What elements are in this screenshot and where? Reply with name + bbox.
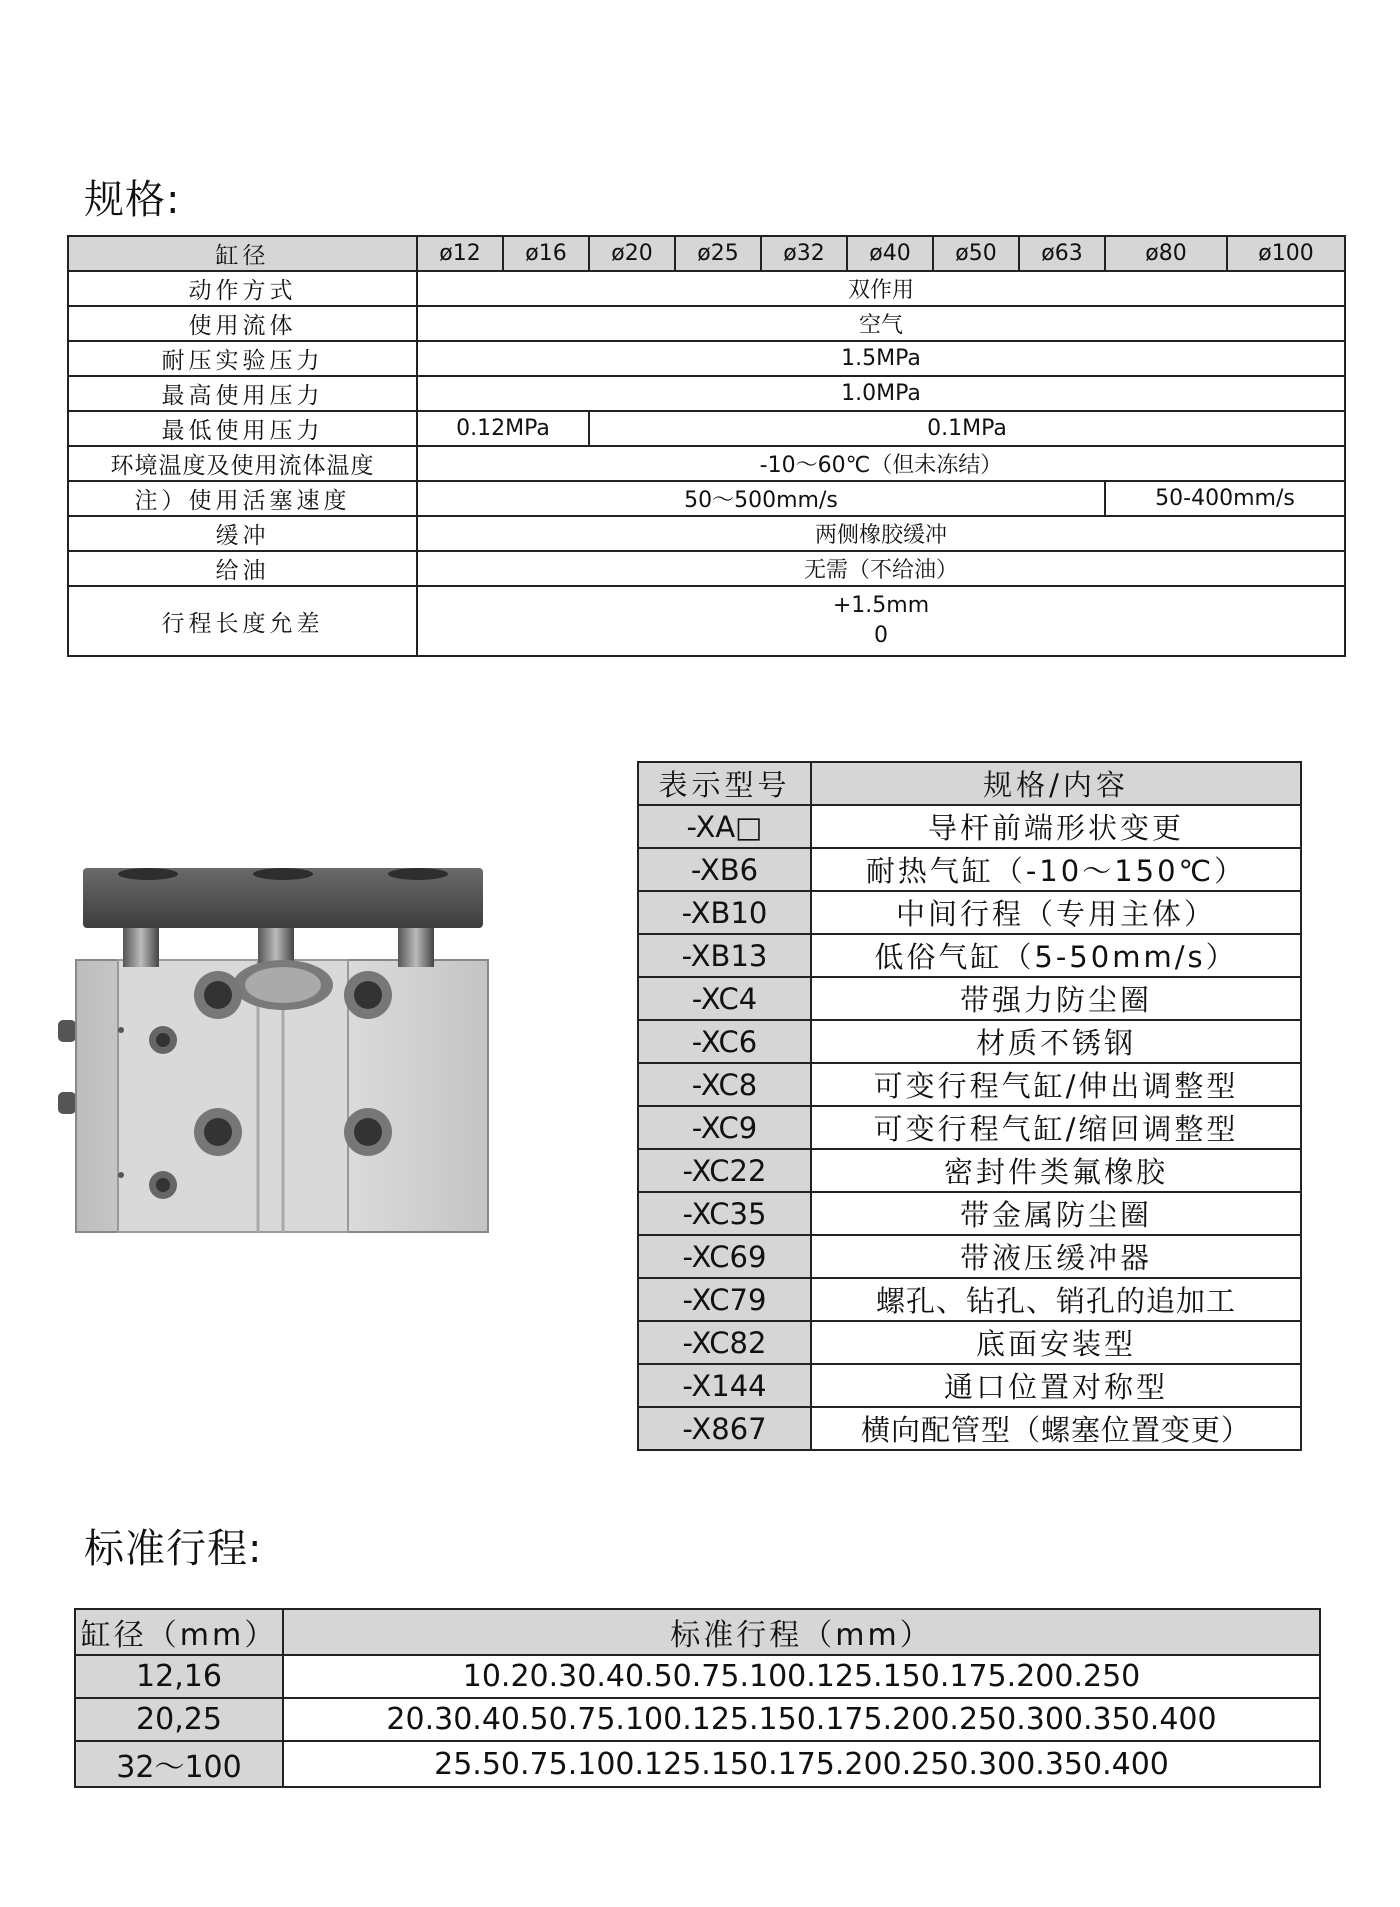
option-row	[638, 1149, 1301, 1192]
spec-value: -10～60℃（但未冻结）	[417, 446, 1345, 481]
stroke-bore: 20,25	[75, 1698, 283, 1741]
stroke-table	[74, 1608, 1321, 1788]
option-code: -XC22	[638, 1149, 811, 1192]
spec-row-temp	[68, 446, 1345, 481]
bore-cell: ø12	[417, 236, 503, 271]
spec-value: 1.0MPa	[417, 376, 1345, 411]
option-desc: 材质不锈钢	[811, 1020, 1301, 1063]
tolerance-upper: +1.5mm	[832, 593, 930, 618]
bore-cell: ø80	[1105, 236, 1227, 271]
option-code: -XC9	[638, 1106, 811, 1149]
option-code: -X867	[638, 1407, 811, 1450]
cylinder-product-image	[58, 860, 508, 1240]
spec-value-main: 50～500mm/s	[417, 481, 1105, 516]
option-code: -XC79	[638, 1278, 811, 1321]
bore-cell: ø20	[589, 236, 675, 271]
option-desc: 带液压缓冲器	[811, 1235, 1301, 1278]
spec-label: 环境温度及使用流体温度	[68, 446, 417, 481]
spec-row-cushion	[68, 516, 1345, 551]
option-row	[638, 805, 1301, 848]
spec-value-small-bore: 0.12MPa	[417, 411, 589, 446]
spec-label: 动作方式	[68, 271, 417, 306]
tolerance-lower: 0	[874, 623, 888, 648]
spec-header-label: 缸径	[68, 236, 417, 271]
option-code: -XB10	[638, 891, 811, 934]
stroke-bore: 12,16	[75, 1655, 283, 1698]
option-code: -XC69	[638, 1235, 811, 1278]
stroke-bore: 32～100	[75, 1741, 283, 1787]
bore-cell: ø63	[1019, 236, 1105, 271]
spec-label: 最高使用压力	[68, 376, 417, 411]
spec-label: 使用流体	[68, 306, 417, 341]
spec-row-tolerance	[68, 586, 1345, 656]
option-code: -XA□	[638, 805, 811, 848]
option-code: -XB13	[638, 934, 811, 977]
stroke-values: 20.30.40.50.75.100.125.150.175.200.250.300.350.400	[283, 1698, 1320, 1741]
options-header-code: 表示型号	[638, 762, 811, 805]
spec-value-tolerance	[417, 586, 1345, 656]
bore-cell: ø40	[847, 236, 933, 271]
option-row	[638, 1321, 1301, 1364]
spec-value-other-bores: 0.1MPa	[589, 411, 1345, 446]
option-row	[638, 1192, 1301, 1235]
spec-value-large-bore: 50-400mm/s	[1105, 481, 1345, 516]
spec-label: 缓冲	[68, 516, 417, 551]
spec-label: 给油	[68, 551, 417, 586]
option-desc: 导杆前端形状变更	[811, 805, 1301, 848]
option-desc: 可变行程气缸/缩回调整型	[811, 1106, 1301, 1149]
option-desc: 中间行程（专用主体）	[811, 891, 1301, 934]
spec-label: 行程长度允差	[68, 586, 417, 656]
spec-row-max	[68, 376, 1345, 411]
stroke-row	[75, 1741, 1320, 1787]
stroke-values: 25.50.75.100.125.150.175.200.250.300.350.400	[283, 1741, 1320, 1787]
spec-heading: 规格:	[84, 177, 181, 223]
option-row	[638, 1278, 1301, 1321]
option-row	[638, 1407, 1301, 1450]
option-row	[638, 1106, 1301, 1149]
option-row	[638, 1020, 1301, 1063]
options-header-row	[638, 762, 1301, 805]
option-code: -XB6	[638, 848, 811, 891]
spec-row-speed	[68, 481, 1345, 516]
spec-value: 1.5MPa	[417, 341, 1345, 376]
option-row	[638, 934, 1301, 977]
stroke-row	[75, 1655, 1320, 1698]
spec-row-proof	[68, 341, 1345, 376]
bore-cell: ø25	[675, 236, 761, 271]
option-code: -X144	[638, 1364, 811, 1407]
option-desc: 耐热气缸（-10～150℃）	[811, 848, 1301, 891]
spec-value: 双作用	[417, 271, 1345, 306]
bore-cell: ø32	[761, 236, 847, 271]
spec-row-action	[68, 271, 1345, 306]
option-row	[638, 1235, 1301, 1278]
option-code: -XC35	[638, 1192, 811, 1235]
spec-header-row	[68, 236, 1345, 271]
option-desc: 通口位置对称型	[811, 1364, 1301, 1407]
spec-row-lube	[68, 551, 1345, 586]
spec-row-fluid	[68, 306, 1345, 341]
stroke-header-bore: 缸径（mm）	[75, 1609, 283, 1655]
options-header-desc: 规格/内容	[811, 762, 1301, 805]
option-desc: 带金属防尘圈	[811, 1192, 1301, 1235]
stroke-header-row	[75, 1609, 1320, 1655]
spec-value: 无需（不给油）	[417, 551, 1345, 586]
stroke-row	[75, 1698, 1320, 1741]
option-desc: 可变行程气缸/伸出调整型	[811, 1063, 1301, 1106]
option-row	[638, 848, 1301, 891]
stroke-heading: 标准行程:	[84, 1526, 263, 1572]
bore-cell: ø16	[503, 236, 589, 271]
bore-cell: ø50	[933, 236, 1019, 271]
options-table	[637, 761, 1302, 1451]
spec-label: 最低使用压力	[68, 411, 417, 446]
option-row	[638, 977, 1301, 1020]
option-code: -XC4	[638, 977, 811, 1020]
option-row	[638, 891, 1301, 934]
spec-value: 两侧橡胶缓冲	[417, 516, 1345, 551]
option-code: -XC6	[638, 1020, 811, 1063]
spec-value: 空气	[417, 306, 1345, 341]
option-desc: 带强力防尘圈	[811, 977, 1301, 1020]
option-desc: 密封件类氟橡胶	[811, 1149, 1301, 1192]
bore-cell: ø100	[1227, 236, 1345, 271]
option-code: -XC82	[638, 1321, 811, 1364]
spec-label: 注）使用活塞速度	[68, 481, 417, 516]
option-desc: 低俗气缸（5-50mm/s）	[811, 934, 1301, 977]
option-row	[638, 1364, 1301, 1407]
option-row	[638, 1063, 1301, 1106]
option-desc: 螺孔、钻孔、销孔的追加工	[811, 1278, 1301, 1321]
spec-label: 耐压实验压力	[68, 341, 417, 376]
option-desc: 横向配管型（螺塞位置变更）	[811, 1407, 1301, 1450]
option-desc: 底面安装型	[811, 1321, 1301, 1364]
stroke-header-stroke: 标准行程（mm）	[283, 1609, 1320, 1655]
spec-row-min	[68, 411, 1345, 446]
option-code: -XC8	[638, 1063, 811, 1106]
spec-table	[67, 235, 1346, 657]
stroke-values: 10.20.30.40.50.75.100.125.150.175.200.250	[283, 1655, 1320, 1698]
